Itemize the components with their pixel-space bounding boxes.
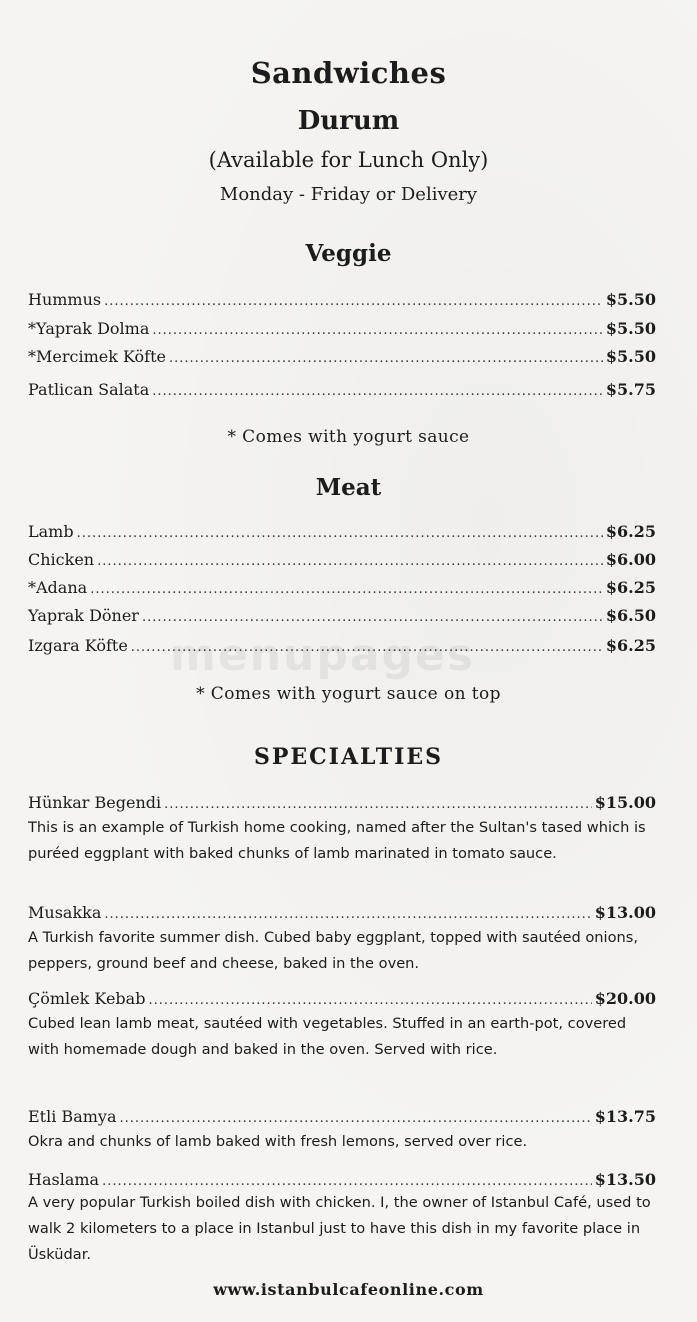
menu-item [28, 606, 656, 625]
leader-dots [97, 554, 603, 569]
menu-item [28, 319, 656, 338]
leader-dots [142, 610, 603, 625]
specialty-item [28, 1170, 656, 1189]
item-price: $15.00 [594, 793, 656, 812]
item-name: *Yaprak Dolma [28, 319, 150, 338]
specialty-item [28, 903, 656, 922]
leader-dots [104, 907, 591, 922]
menu-item [28, 380, 656, 399]
item-price: $5.50 [605, 319, 656, 338]
item-name: *Mercimek Köfte [28, 347, 166, 366]
leader-dots [169, 351, 603, 366]
page-title: Sandwiches [250, 56, 447, 90]
item-description: Okra and chunks of lamb baked with fresh lemons, served over rice. [28, 1133, 528, 1150]
item-name: Patlican Salata [28, 380, 150, 399]
menu-item [28, 578, 656, 597]
menu-item [28, 550, 656, 569]
leader-dots [152, 384, 603, 399]
availability-note: (Available for Lunch Only) [208, 148, 489, 172]
veggie-section-title: Veggie [305, 240, 392, 267]
leader-dots [104, 294, 603, 309]
item-price: $13.00 [594, 903, 656, 922]
item-description: Cubed lean lamb meat, sautéed with vegetables. Stuffed in an earth-pot, covered with homemade dough and baked in the oven. Served with rice. [28, 1015, 627, 1058]
item-name: Lamb [28, 522, 74, 541]
item-name: Hummus [28, 290, 102, 309]
leader-dots [90, 582, 603, 597]
page-subtitle: Durum [297, 106, 400, 136]
item-price: $5.75 [605, 380, 656, 399]
item-price: $6.25 [605, 636, 656, 655]
menu-item [28, 290, 656, 309]
item-price: $5.50 [605, 347, 656, 366]
item-price: $6.00 [605, 550, 656, 569]
item-description: This is an example of Turkish home cooking, named after the Sultan's tased which is puréed eggplant with baked chunks of lamb marinated in tomato sauce. [28, 819, 646, 862]
item-name: Çömlek Kebab [28, 989, 146, 1008]
item-price: $6.25 [605, 578, 656, 597]
menupages-watermark: menupages [170, 630, 476, 681]
item-price: $13.50 [594, 1170, 656, 1189]
specialty-item [28, 793, 656, 812]
item-price: $5.50 [605, 290, 656, 309]
leader-dots [164, 797, 592, 812]
menu-item [28, 522, 656, 541]
item-name: Hünkar Begendi [28, 793, 162, 812]
menu-item [28, 347, 656, 366]
leader-dots [152, 323, 603, 338]
leader-dots [102, 1174, 592, 1189]
item-description: A Turkish favorite summer dish. Cubed baby eggplant, topped with sautéed onions, peppers, ground beef and cheese, baked in the oven. [28, 929, 638, 972]
item-name: Izgara Köfte [28, 636, 128, 655]
specialty-item [28, 989, 656, 1008]
item-price: $6.50 [605, 606, 656, 625]
leader-dots [148, 993, 591, 1008]
item-name: *Adana [28, 578, 88, 597]
meat-section-title: Meat [315, 474, 382, 501]
item-name: Yaprak Döner [28, 606, 139, 625]
item-name: Haslama [28, 1170, 100, 1189]
veggie-note: * Comes with yogurt sauce [227, 427, 470, 447]
website-link[interactable]: www.istanbulcafeonline.com [213, 1280, 484, 1299]
item-price: $20.00 [594, 989, 656, 1008]
item-price: $13.75 [594, 1107, 656, 1126]
meat-note: * Comes with yogurt sauce on top [196, 684, 501, 704]
specialties-section-title: SPECIALTIES [253, 744, 444, 770]
item-name: Musakka [28, 903, 102, 922]
days-note: Monday - Friday or Delivery [219, 184, 478, 205]
leader-dots [77, 526, 603, 541]
menu-item [28, 636, 656, 655]
leader-dots [131, 640, 603, 655]
item-name: Chicken [28, 550, 95, 569]
item-description: A very popular Turkish boiled dish with chicken. I, the owner of Istanbul Café, used to walk 2 kilometers to a place in Istanbul just to have this dish in my favorite place in Üsküdar. [28, 1194, 651, 1263]
specialty-item [28, 1107, 656, 1126]
leader-dots [119, 1111, 591, 1126]
item-price: $6.25 [605, 522, 656, 541]
item-name: Etli Bamya [28, 1107, 117, 1126]
